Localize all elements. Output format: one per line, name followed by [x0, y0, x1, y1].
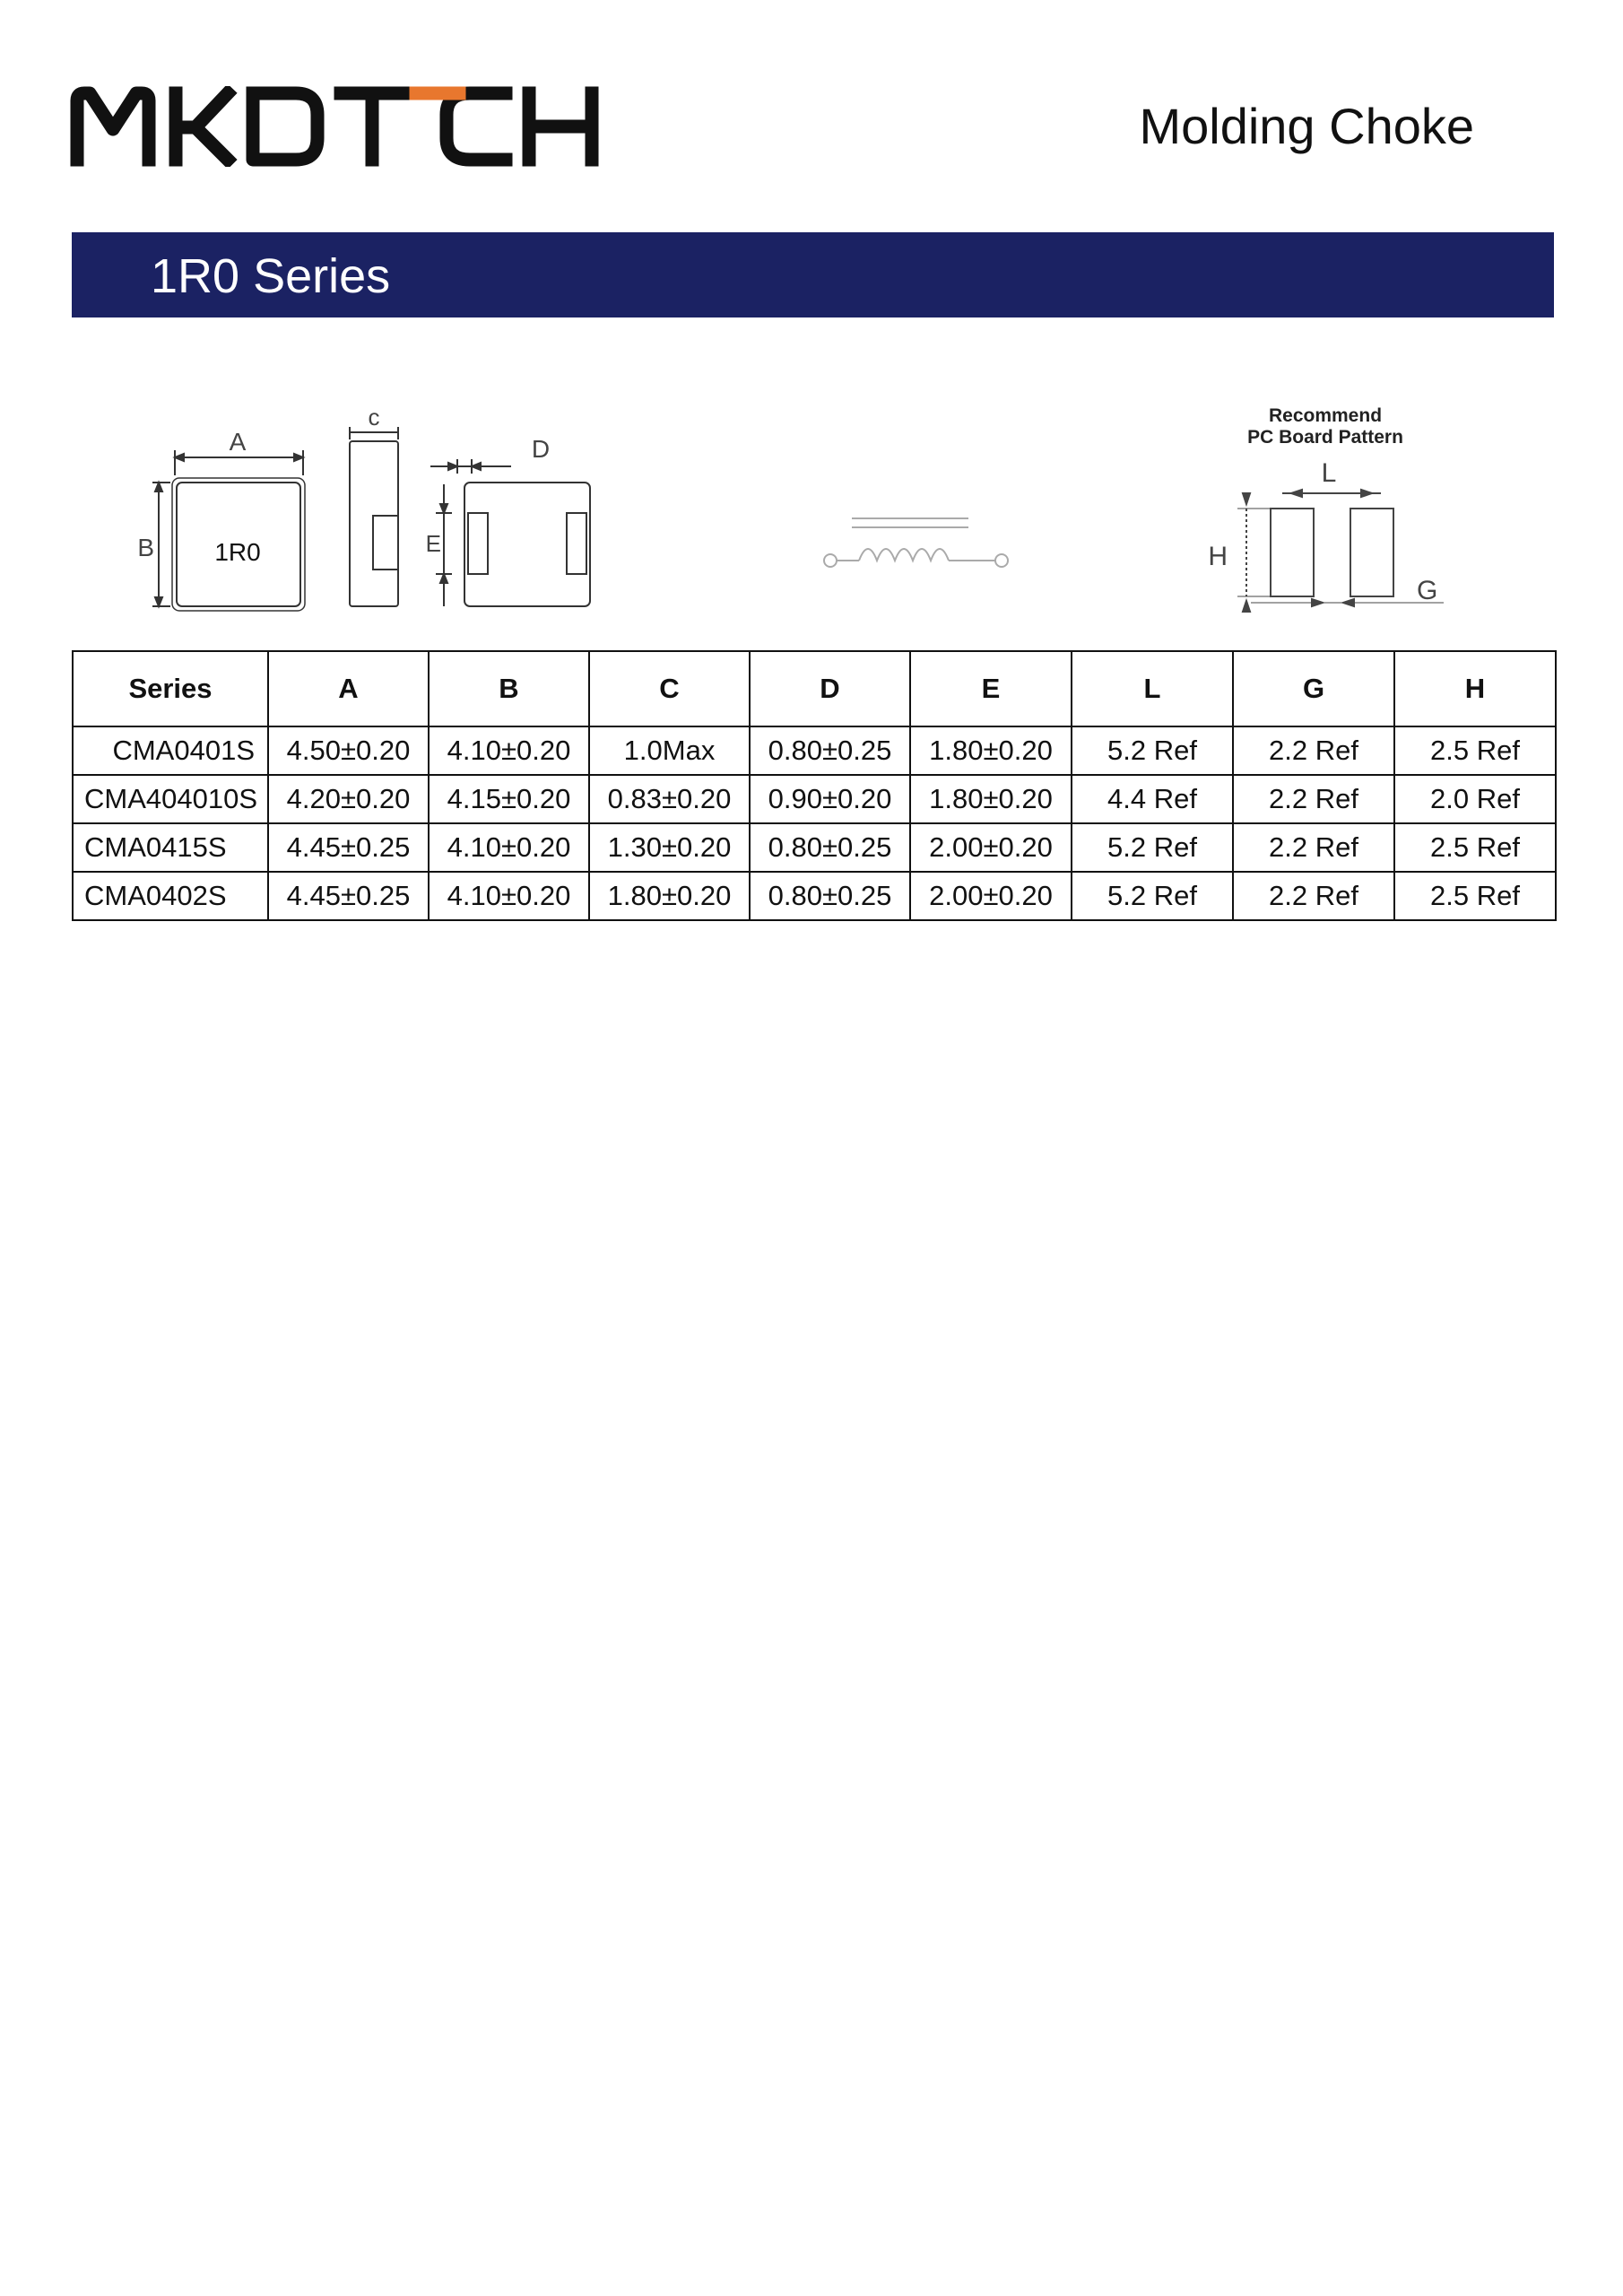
cell-e: 1.80±0.20	[910, 775, 1072, 823]
table-row	[73, 872, 1556, 920]
dim-e-label: E	[425, 530, 441, 557]
pcb-title-line1: Recommend	[1268, 405, 1383, 426]
cell-l: 5.2 Ref	[1072, 726, 1233, 775]
cell-series: CMA0415S	[73, 823, 268, 872]
cell-c: 1.0Max	[589, 726, 750, 775]
inductor-symbol	[824, 518, 1008, 567]
pcb-h-label: H	[1208, 542, 1228, 571]
end-view-body	[464, 483, 590, 606]
cell-g: 2.2 Ref	[1233, 823, 1394, 872]
cell-b: 4.15±0.20	[429, 775, 589, 823]
cell-l: 4.4 Ref	[1072, 775, 1233, 823]
cell-a: 4.45±0.25	[268, 823, 429, 872]
pcb-title-line2: PC Board Pattern	[1247, 427, 1403, 448]
pcb-l-label: L	[1321, 458, 1337, 488]
header-d: D	[750, 651, 910, 726]
table-row	[73, 823, 1556, 872]
dim-b-label: B	[137, 534, 154, 561]
cell-d: 0.80±0.25	[750, 872, 910, 920]
cell-h: 2.0 Ref	[1394, 775, 1556, 823]
dim-c-label: c	[368, 404, 380, 430]
cell-series: CMA404010S	[73, 775, 268, 823]
cell-e: 1.80±0.20	[910, 726, 1072, 775]
series-banner-label: 1R0 Series	[151, 249, 391, 303]
series-banner	[72, 232, 1554, 317]
cell-c: 0.83±0.20	[589, 775, 750, 823]
cell-e: 2.00±0.20	[910, 872, 1072, 920]
table-row	[73, 726, 1556, 775]
part-marking-label: 1R0	[214, 538, 261, 566]
cell-h: 2.5 Ref	[1394, 872, 1556, 920]
cell-c: 1.80±0.20	[589, 872, 750, 920]
cell-e: 2.00±0.20	[910, 823, 1072, 872]
header-c: C	[589, 651, 750, 726]
cell-g: 2.2 Ref	[1233, 726, 1394, 775]
cell-c: 1.30±0.20	[589, 823, 750, 872]
specifications-table	[72, 650, 1557, 921]
cell-series: CMA0401S	[73, 726, 268, 775]
header-b: B	[429, 651, 589, 726]
cell-g: 2.2 Ref	[1233, 775, 1394, 823]
table-header-row	[73, 651, 1556, 726]
cell-d: 0.80±0.25	[750, 726, 910, 775]
cell-h: 2.5 Ref	[1394, 823, 1556, 872]
pcb-g-label: G	[1417, 576, 1438, 605]
cell-l: 5.2 Ref	[1072, 872, 1233, 920]
cell-b: 4.10±0.20	[429, 726, 589, 775]
cell-b: 4.10±0.20	[429, 872, 589, 920]
dim-a-label: A	[229, 428, 247, 456]
cell-series: CMA0402S	[73, 872, 268, 920]
cell-a: 4.20±0.20	[268, 775, 429, 823]
cell-a: 4.50±0.20	[268, 726, 429, 775]
mkdtech-logo	[70, 86, 599, 167]
header-l: L	[1072, 651, 1233, 726]
header-g: G	[1233, 651, 1394, 726]
dim-d-label: D	[531, 435, 551, 463]
header-series: Series	[73, 651, 268, 726]
document-title: Molding Choke	[1139, 98, 1474, 154]
header-h: H	[1394, 651, 1556, 726]
header-e: E	[910, 651, 1072, 726]
cell-b: 4.10±0.20	[429, 823, 589, 872]
header-a: A	[268, 651, 429, 726]
cell-h: 2.5 Ref	[1394, 726, 1556, 775]
cell-a: 4.45±0.25	[268, 872, 429, 920]
cell-d: 0.80±0.25	[750, 823, 910, 872]
cell-d: 0.90±0.20	[750, 775, 910, 823]
cell-g: 2.2 Ref	[1233, 872, 1394, 920]
cell-l: 5.2 Ref	[1072, 823, 1233, 872]
table-row	[73, 775, 1556, 823]
dimension-diagram	[72, 395, 1554, 637]
